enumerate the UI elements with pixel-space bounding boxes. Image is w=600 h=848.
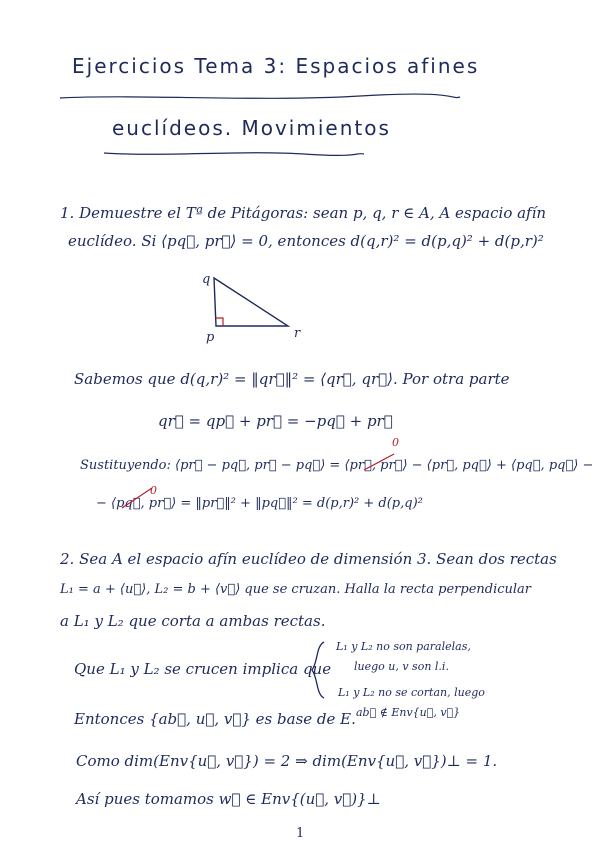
title-line-2: euclídeos. Movimientos (112, 116, 391, 140)
brace-case-2-line-1: L₁ y L₂ no se cortan, luego (338, 686, 485, 699)
ex1-solution-line-2: qr⃗ = qp⃗ + pr⃗ = −pq⃗ + pr⃗ (158, 412, 393, 430)
red-zero-mark-2: 0 (150, 484, 157, 497)
ex2-statement-line-3: a L₁ y L₂ que corta a ambas rectas. (60, 612, 326, 630)
title-underline-1 (60, 92, 460, 104)
ex1-statement-line-2: euclídeo. Si ⟨pq⃗, pr⃗⟩ = 0, entonces d(q,r)² = d(p,q)² + d(p,r)² (68, 232, 544, 250)
ex1-solution-line-4: − ⟨pq⃗, pr⃗⟩ = ‖pr⃗‖² + ‖pq⃗‖² = d(p,r)² + d(p,q)² (96, 496, 423, 511)
ex2-solution-line-2: Entonces {ab⃗, u⃗, v⃗} es base de E. (74, 710, 356, 728)
strike-mark-1 (360, 450, 400, 472)
vertex-label-p: p (206, 330, 215, 345)
ex2-statement-line-2: L₁ = a + ⟨u⃗⟩, L₂ = b + ⟨v⃗⟩ que se cruzan. Halla la recta perpendicular (60, 582, 532, 597)
title-line-1: Ejercicios Tema 3: Espacios afines (72, 54, 480, 78)
page-number: 1 (296, 826, 305, 841)
red-zero-mark-1: 0 (392, 436, 399, 449)
vertex-label-r: r (294, 326, 301, 341)
ex2-statement-line-1: 2. Sea A el espacio afín euclídeo de dimensión 3. Sean dos rectas (60, 550, 557, 568)
ex2-solution-line-3: Como dim(Env{u⃗, v⃗}) = 2 ⇒ dim(Env{u⃗, v⃗})⊥ = 1. (76, 752, 498, 770)
title-underline-2 (104, 148, 364, 160)
ex1-statement-line-1: 1. Demuestre el Tª de Pitágoras: sean p, q, r ∈ A, A espacio afín (60, 204, 547, 222)
ex2-solution-line-1: Que L₁ y L₂ se crucen implica que (74, 660, 332, 678)
ex1-solution-line-1: Sabemos que d(q,r)² = ‖qr⃗‖² = ⟨qr⃗, qr⃗⟩. Por otra parte (74, 370, 510, 388)
ex2-solution-line-4: Así pues tomamos w⃗ ∈ Env{(u⃗, v⃗)}⊥ (76, 790, 381, 808)
left-brace (308, 640, 328, 700)
brace-case-1-line-2: luego u, v son l.i. (354, 660, 449, 673)
brace-case-1-line-1: L₁ y L₂ no son paralelas, (336, 640, 471, 653)
brace-case-2-line-2: ab⃗ ∉ Env{u⃗, v⃗} (356, 706, 461, 719)
vertex-label-q: q (202, 272, 211, 287)
ex1-solution-line-3: Sustituyendo: ⟨pr⃗ − pq⃗, pr⃗ − pq⃗⟩ = ⟨pr⃗, pr⃗⟩ − ⟨pr⃗, pq⃗⟩ + ⟨pq⃗, pq⃗⟩ − (80, 458, 594, 473)
